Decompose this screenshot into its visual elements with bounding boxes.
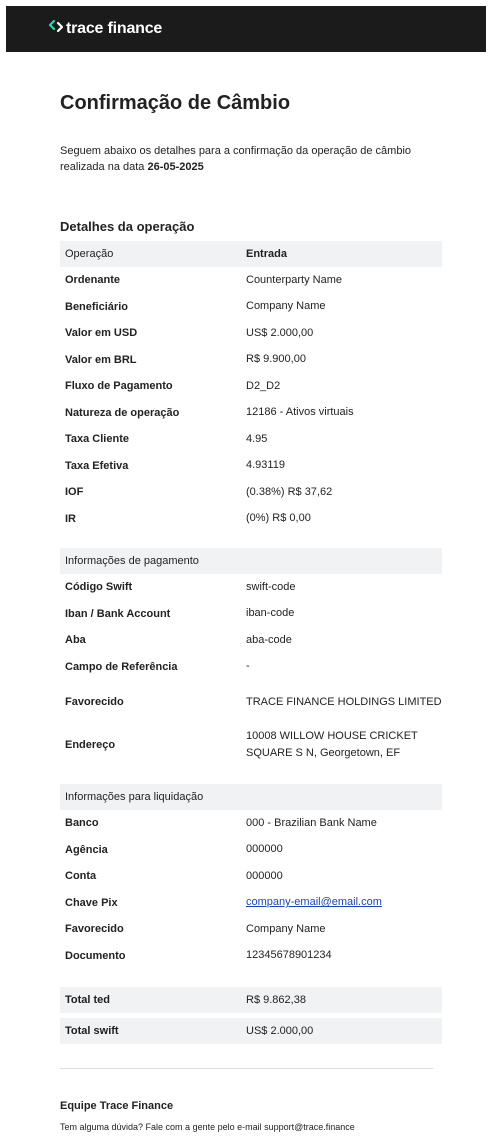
table-row-operation xyxy=(60,241,442,267)
table-row xyxy=(60,479,442,506)
row-label: Ordenante xyxy=(65,274,121,287)
table-row xyxy=(60,506,442,533)
table-row xyxy=(60,347,442,374)
table-row xyxy=(60,453,442,480)
total-swift-value: US$ 2.000,00 xyxy=(246,1025,314,1037)
table-row xyxy=(60,837,442,864)
row-value: 000000 xyxy=(246,869,283,882)
total-ted-row xyxy=(60,987,442,1013)
row-value: 4.93119 xyxy=(246,459,285,472)
row-label: Iban / Bank Account xyxy=(65,607,171,620)
details-heading: Detalhes da operação xyxy=(60,219,195,234)
settlement-table xyxy=(60,784,442,969)
team-signature: Equipe Trace Finance xyxy=(60,1100,174,1112)
intro-sentence: Seguem abaixo os detalhes para a confirmação da operação de câmbio realizada na data xyxy=(60,145,412,173)
table-row xyxy=(60,373,442,400)
table-row xyxy=(60,916,442,943)
table-row xyxy=(60,426,442,453)
row-value: R$ 9.900,00 xyxy=(246,353,306,366)
row-value: 4.95 xyxy=(246,432,268,445)
row-value: swift-code xyxy=(246,580,296,593)
trace-arrows-icon xyxy=(48,18,64,34)
row-label: Código Swift xyxy=(65,581,133,594)
pix-email-link[interactable]: company-email@email.com xyxy=(246,896,382,909)
total-ted-label: Total ted xyxy=(65,994,111,1006)
brand-header xyxy=(6,6,486,52)
table-row xyxy=(60,320,442,347)
footer-divider xyxy=(60,1068,433,1069)
row-value: Counterparty Name xyxy=(246,273,342,286)
row-label: Endereço xyxy=(65,739,116,751)
row-label: IOF xyxy=(65,486,84,499)
row-label: Campo de Referência xyxy=(65,660,178,673)
row-label: Operação xyxy=(65,248,114,260)
row-value: D2_D2 xyxy=(246,379,281,392)
row-value: Company Name xyxy=(246,300,326,313)
row-label: Natureza de operação xyxy=(65,406,180,419)
total-swift-row xyxy=(60,1018,442,1044)
row-value: (0.38%) R$ 37,62 xyxy=(246,485,333,498)
row-value: US$ 2.000,00 xyxy=(246,326,314,339)
row-value: Company Name xyxy=(246,922,326,935)
table-row xyxy=(60,724,442,766)
table-row xyxy=(60,574,442,601)
table-row xyxy=(60,601,442,628)
table-row xyxy=(60,267,442,294)
table-row xyxy=(60,400,442,427)
row-value: 10008 WILLOW HOUSE CRICKET SQUARE S N, Georgetown, EF xyxy=(246,730,418,759)
row-value: TRACE FINANCE HOLDINGS LIMITED xyxy=(246,695,442,708)
table-row xyxy=(60,680,442,724)
row-value: 000000 xyxy=(246,843,283,856)
table-row xyxy=(60,810,442,837)
payment-heading xyxy=(60,548,442,574)
page-title: Confirmação de Câmbio xyxy=(60,92,291,114)
table-row xyxy=(60,294,442,321)
section-label: Informações para liquidação xyxy=(65,791,204,803)
row-label: Favorecido xyxy=(65,696,124,708)
intro-text xyxy=(60,143,440,175)
row-value xyxy=(246,894,442,911)
support-text: Tem alguma dúvida? Fale com a gente pelo e-mail support@trace.finance xyxy=(60,1122,355,1132)
details-table xyxy=(60,241,442,532)
row-value: iban-code xyxy=(246,607,295,620)
row-label: Favorecido xyxy=(65,923,124,936)
table-row xyxy=(60,890,442,917)
row-label: Banco xyxy=(65,817,99,830)
row-label: Aba xyxy=(65,634,86,647)
row-value: 12186 - Ativos virtuais xyxy=(246,406,354,419)
total-ted-value: R$ 9.862,38 xyxy=(246,994,306,1006)
table-row xyxy=(60,627,442,654)
row-label: Beneficiário xyxy=(65,300,128,313)
table-row xyxy=(60,863,442,890)
row-value: Entrada xyxy=(246,247,287,260)
row-label: Documento xyxy=(65,949,126,962)
table-row xyxy=(60,943,442,970)
row-value: - xyxy=(246,660,250,673)
row-label: Valor em BRL xyxy=(65,353,137,366)
table-row xyxy=(60,654,442,681)
brand-logo[interactable] xyxy=(48,20,162,38)
row-label: Taxa Efetiva xyxy=(65,459,129,472)
row-value: aba-code xyxy=(246,633,292,646)
settlement-heading xyxy=(60,784,442,810)
row-value: 000 - Brazilian Bank Name xyxy=(246,816,377,829)
operation-date: 26-05-2025 xyxy=(147,161,204,173)
row-label: Fluxo de Pagamento xyxy=(65,380,173,393)
row-value: (0%) R$ 0,00 xyxy=(246,512,311,525)
row-label: Chave Pix xyxy=(65,896,118,909)
row-label: IR xyxy=(65,512,76,525)
row-label: Taxa Cliente xyxy=(65,433,129,446)
row-label: Agência xyxy=(65,843,108,856)
total-swift-label: Total swift xyxy=(65,1025,119,1037)
row-value: 12345678901234 xyxy=(246,949,332,962)
row-label: Conta xyxy=(65,870,97,883)
section-label: Informações de pagamento xyxy=(65,555,199,567)
payment-table xyxy=(60,548,442,766)
row-label: Valor em USD xyxy=(65,327,138,340)
brand-name: trace finance xyxy=(66,20,163,37)
